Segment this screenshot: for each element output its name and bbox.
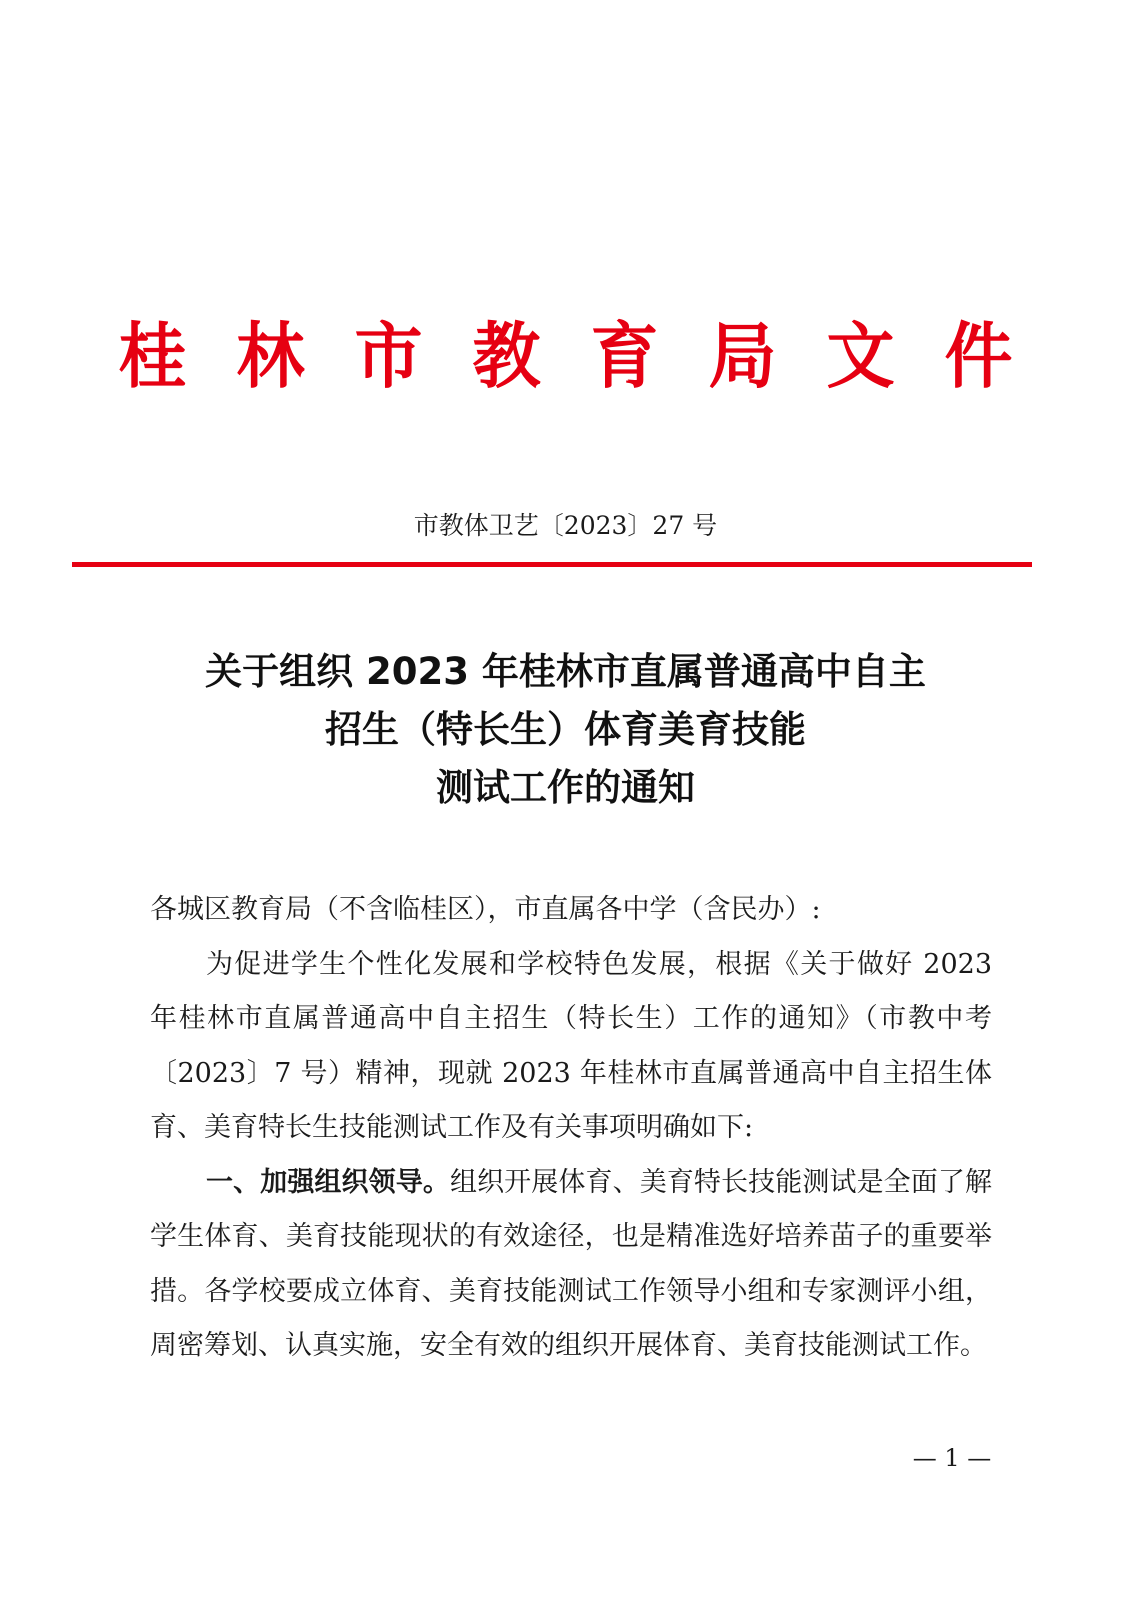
title-line-2: 招生（特长生）体育美育技能 [325, 708, 806, 751]
red-divider-line [72, 562, 1032, 567]
document-header [0, 318, 1131, 398]
section-1-text: 组织开展体育、美育特长技能测试是全面了解学生体育、美育技能现状的有效途径，也是精准选好培养苗子的重要举措。各学校要成立体育、美育技能测试工作领导小组和专家测评小组，周密筹划、认真实施，安全有效的组织开展体育、美育技能测试工作。 [150, 1166, 993, 1361]
page-number: — 1 — [912, 1444, 992, 1472]
document-body [150, 883, 992, 1374]
salutation: 各城区教育局（不含临桂区），市直属各中学（含民办）: [150, 894, 821, 925]
issuing-authority-title: 桂林市教育局文件 [118, 316, 1063, 399]
document-number: 市教体卫艺〔2023〕27 号 [413, 511, 718, 540]
title-line-3: 测试工作的通知 [436, 766, 695, 809]
document-title [0, 643, 1131, 817]
intro-paragraph: 为促进学生个性化发展和学校特色发展，根据《关于做好 2023 年桂林市直属普通高中自主招生（特长生）工作的通知》（市教中考〔2023〕7 号）精神，现就 2023 年桂林市直属普通高中自主招生体育、美育特长生技能测试工作及有关事项明确如下: [150, 948, 992, 1143]
section-1-paragraph [150, 1156, 992, 1374]
title-line-1: 关于组织 2023 年桂林市直属普通高中自主 [205, 650, 926, 693]
section-1-heading: 一、加强组织领导。 [206, 1166, 450, 1198]
